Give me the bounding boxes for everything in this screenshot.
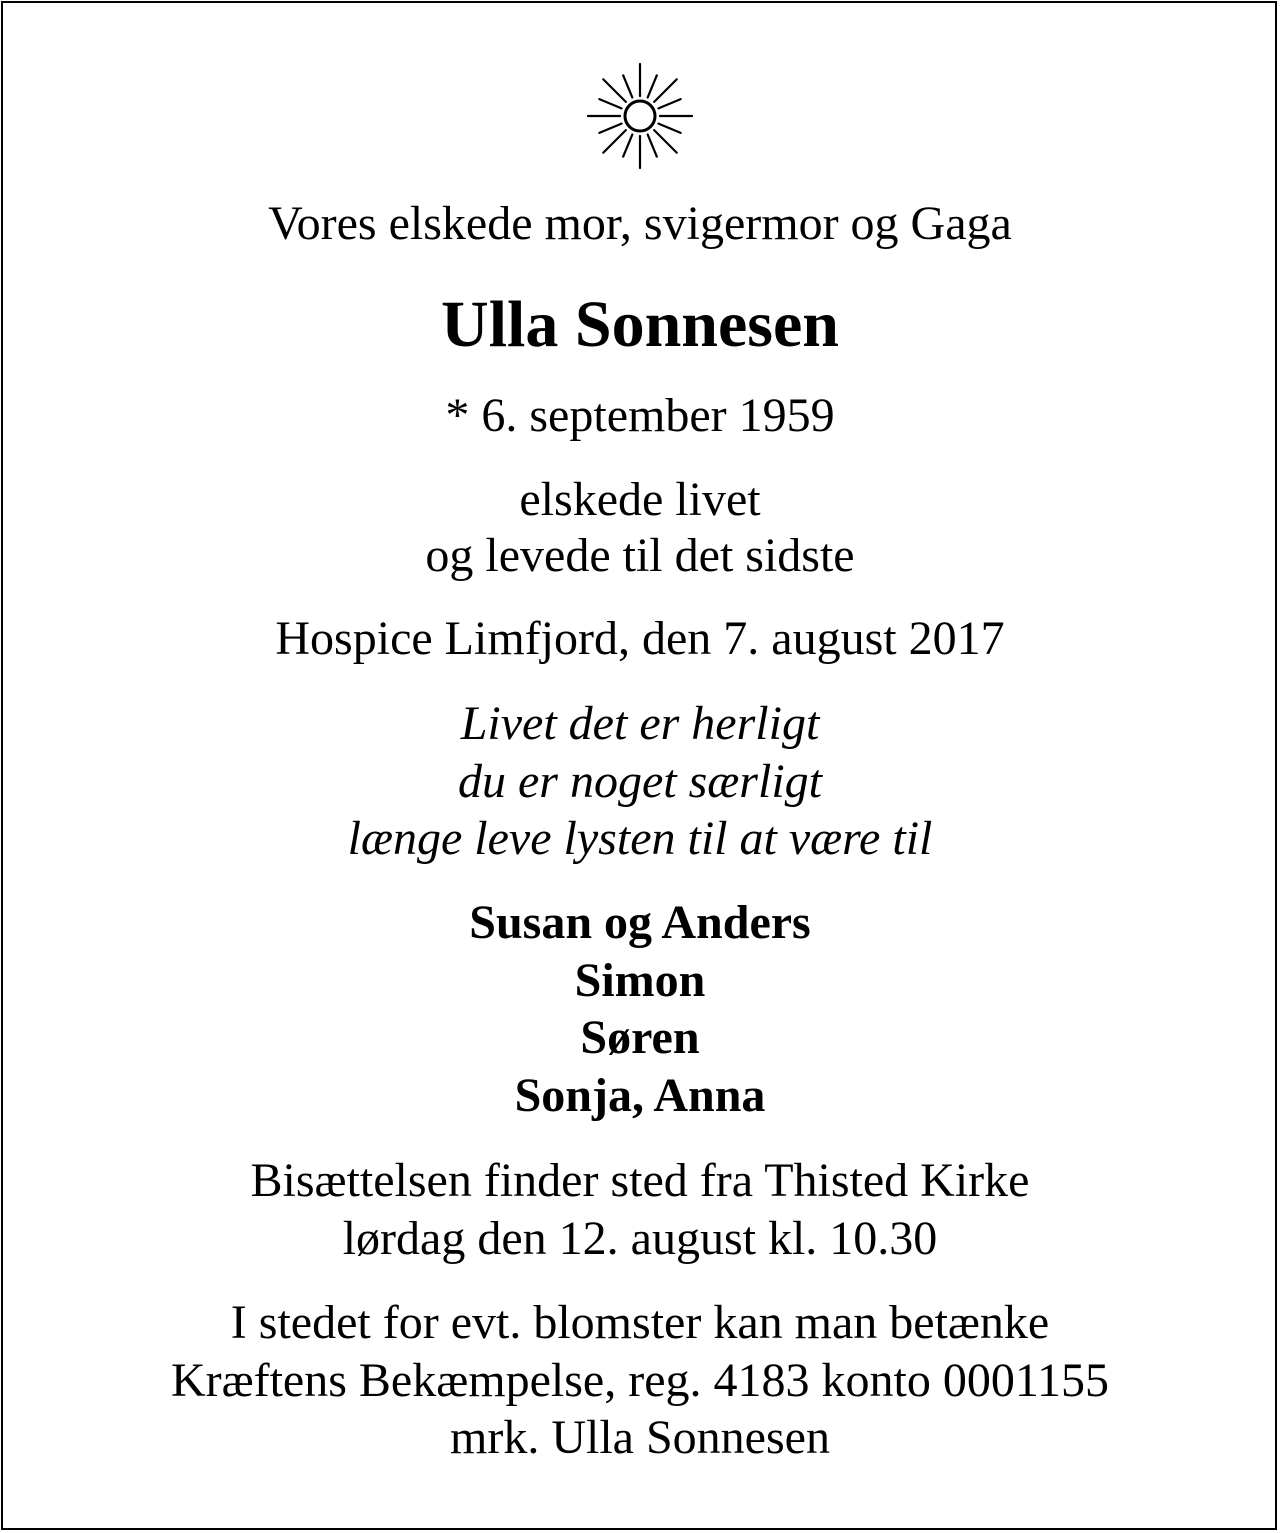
funeral-line-1: Bisættelsen finder sted fra Thisted Kirke (250, 1154, 1030, 1207)
sun-ray (623, 75, 632, 97)
family-line-2: Simon (574, 954, 706, 1007)
sun-ray (599, 99, 621, 108)
birth-date: * 6. september 1959 (445, 389, 835, 442)
sun-ray (658, 124, 680, 133)
sun-ray (648, 75, 657, 97)
poem-line-3: længe leve lysten til at være til (347, 812, 933, 865)
family-line-1: Susan og Anders (469, 896, 811, 949)
sun-ray (599, 124, 621, 133)
poem-line-2: du er noget særligt (457, 755, 822, 808)
motto-line-1: elskede livet (519, 473, 761, 526)
sun-icon (586, 62, 694, 170)
family-line-3: Søren (580, 1011, 700, 1064)
sun-ray (603, 79, 626, 102)
sun-ray (654, 79, 677, 102)
funeral-line-2: lørdag den 12. august kl. 10.30 (342, 1212, 938, 1265)
sun-ray (654, 130, 677, 153)
family-line-4: Sonja, Anna (514, 1069, 766, 1122)
deceased-name: Ulla Sonnesen (441, 288, 839, 361)
motto-line-2: og levede til det sidste (425, 529, 855, 582)
donation-line-2: Kræftens Bekæmpelse, reg. 4183 konto 0001155 (170, 1354, 1110, 1407)
sun-ray (603, 130, 626, 153)
death-place-date: Hospice Limfjord, den 7. august 2017 (275, 612, 1005, 665)
poem-line-1: Livet det er herligt (460, 697, 820, 750)
sun-ray (648, 134, 657, 156)
sun-ray (658, 99, 680, 108)
donation-line-3: mrk. Ulla Sonnesen (450, 1411, 830, 1464)
donation-line-1: I stedet for evt. blomster kan man betænke (230, 1296, 1050, 1349)
intro-text: Vores elskede mor, svigermor og Gaga (268, 197, 1012, 250)
sun-ray (623, 134, 632, 156)
